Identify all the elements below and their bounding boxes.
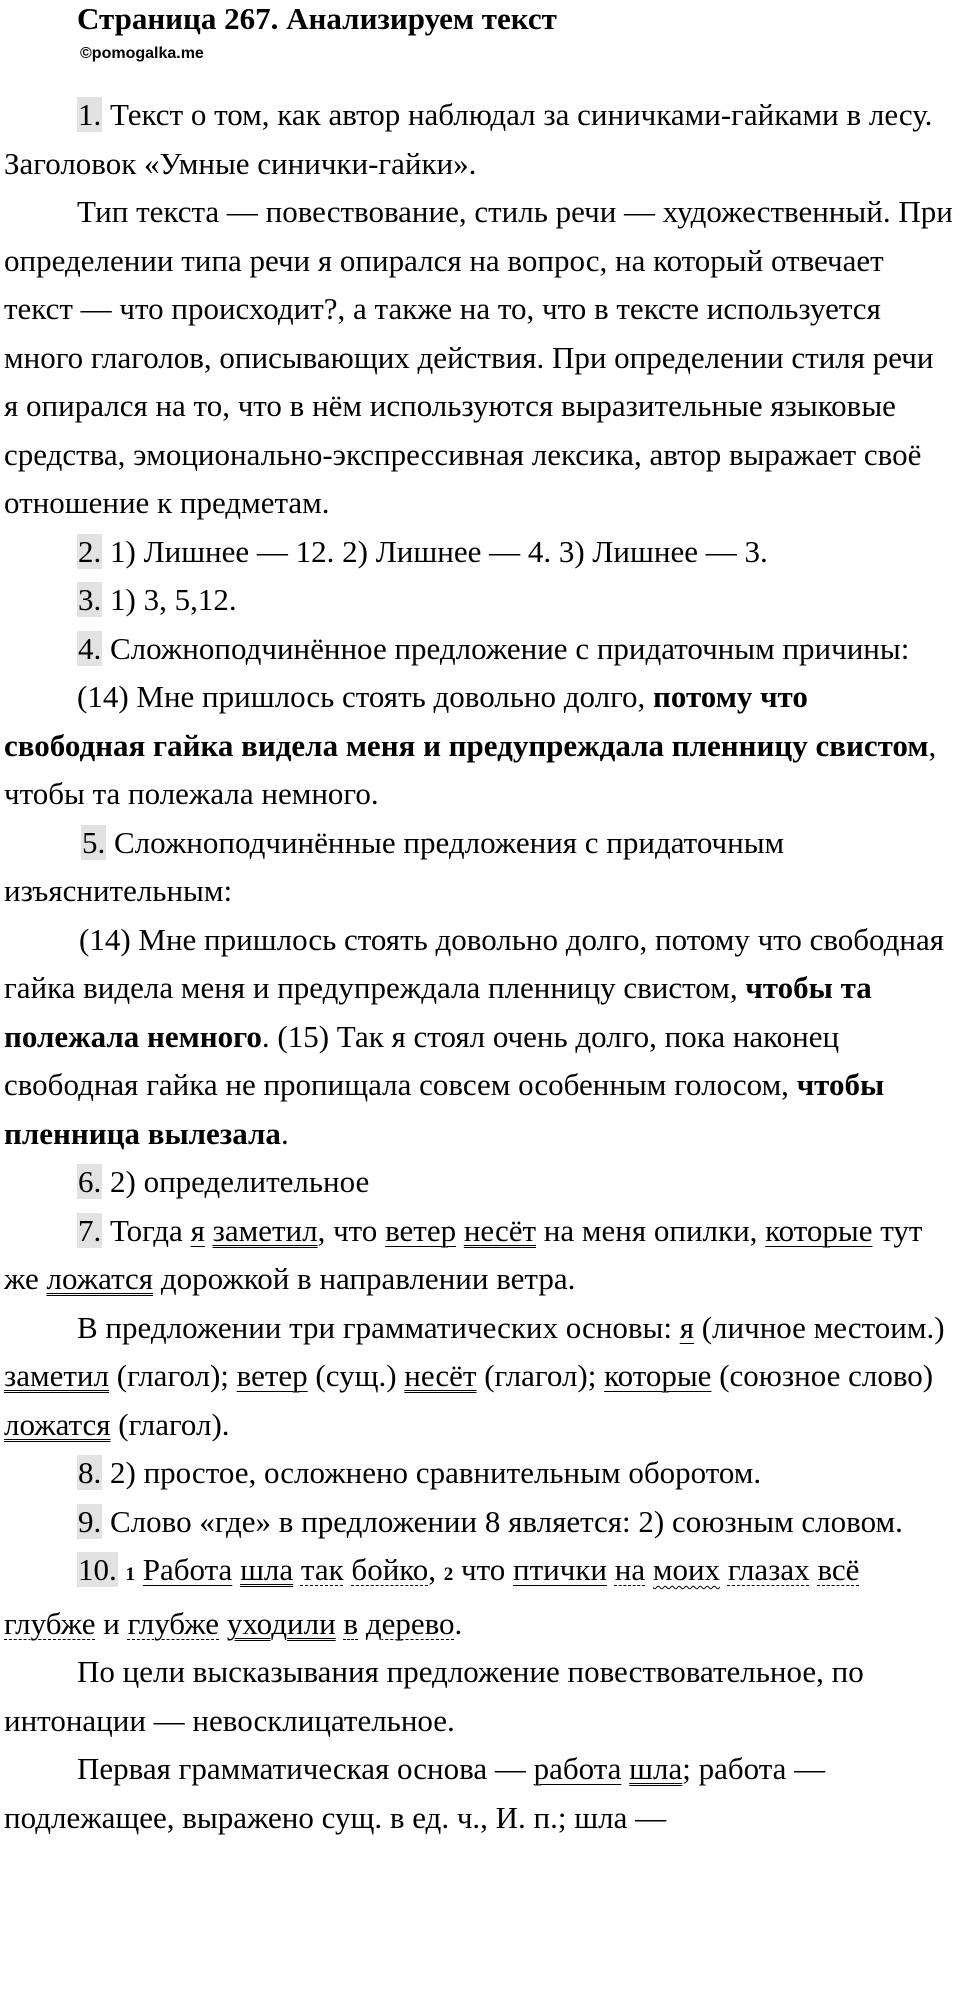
- answer-7: [4, 1207, 954, 1304]
- adverbial-word: в: [343, 1605, 359, 1641]
- answer-4: [4, 625, 954, 674]
- predicate-word: несёт: [463, 1212, 537, 1248]
- answer-number: 3.: [78, 582, 102, 617]
- answer-number: 6.: [78, 1164, 102, 1199]
- sentence-text: на меня опилки,: [543, 1212, 758, 1248]
- answer-3: [4, 576, 954, 625]
- attribute-word: моих: [652, 1552, 721, 1587]
- analysis-text: (личное местоим.): [701, 1309, 945, 1345]
- subject-word: которые: [765, 1212, 873, 1248]
- answer-number: 8.: [78, 1455, 102, 1490]
- subject-word: Работа: [142, 1552, 233, 1587]
- answer-number: 1.: [78, 97, 102, 132]
- answer-text-1: Текст о том, как автор наблюдал за синичками-гайками в лесу. Заголовок «Умные синички-гайки».: [4, 97, 933, 181]
- subject-word: птички: [513, 1552, 607, 1587]
- example-text: (14) Мне пришлось стоять довольно долго,: [77, 679, 654, 714]
- answer-text-5: Сложноподчинённые предложения с придаточным изъяснительным:: [4, 824, 785, 908]
- answer-number: 2.: [78, 533, 102, 569]
- answer-10-purpose: По цели высказывания предложение повествовательное, по интонации — невосклицательное.: [4, 1654, 864, 1738]
- page-title: Страница 267. Анализируем текст: [77, 1, 557, 36]
- sentence-text: Тогда: [110, 1212, 183, 1248]
- adverbial-word: на: [614, 1552, 646, 1587]
- conjunction: и: [103, 1605, 120, 1641]
- answer-number: 4.: [78, 630, 102, 666]
- sentence-text: дорожкой в направлении ветра.: [160, 1261, 576, 1296]
- site-credit: ©pomogalka.me: [80, 45, 204, 62]
- predicate-word: шла: [629, 1751, 683, 1786]
- subject-word: ветер: [385, 1212, 457, 1248]
- answer-text-3: 1) 3, 5,12.: [110, 582, 237, 617]
- analysis-text: (глагол).: [118, 1406, 230, 1442]
- clause-marker: 2: [443, 1564, 454, 1585]
- analysis-text: (глагол);: [484, 1358, 597, 1393]
- clause-marker: 1: [125, 1564, 135, 1585]
- predicate-word: уходили: [226, 1605, 336, 1641]
- analysis-text: В предложении три грамматических основы:: [77, 1309, 672, 1345]
- answer-6: [4, 1158, 954, 1207]
- sentence-text: тут же: [4, 1212, 923, 1296]
- answer-7-analysis: [4, 1304, 954, 1450]
- highlighted-clause: потому что свободная гайка видела меня и предупреждала пленницу свистом: [4, 679, 929, 763]
- answer-1: [4, 91, 954, 188]
- answer-number: 10.: [78, 1552, 117, 1587]
- answer-text-8: 2) простое, осложнено сравнительным оборотом.: [110, 1455, 762, 1490]
- adverbial-word: глубже: [127, 1605, 220, 1641]
- answer-10: [4, 1546, 954, 1648]
- answer-8: [4, 1449, 954, 1498]
- answer-number: 7.: [78, 1212, 102, 1248]
- analysis-text: (сущ.): [315, 1358, 397, 1393]
- predicate-word: шла: [240, 1552, 294, 1587]
- adverbial-word: дерево: [365, 1605, 455, 1641]
- example-text: , чтобы та полежала немного.: [4, 727, 937, 811]
- predicate-word: заметил: [4, 1358, 109, 1393]
- highlighted-clause: чтобы та полежала немного: [4, 970, 872, 1054]
- analysis-text: (глагол);: [116, 1358, 229, 1393]
- adverbial-word: всё: [817, 1552, 860, 1587]
- answer-2: [4, 528, 954, 577]
- subject-word: я: [679, 1309, 694, 1345]
- adverbial-word: так: [300, 1552, 344, 1587]
- example-text: .: [280, 1115, 289, 1151]
- subject-word: я: [190, 1212, 205, 1248]
- punctuation: ,: [428, 1552, 437, 1587]
- answer-4-example: [4, 673, 954, 819]
- predicate-word: ложатся: [46, 1261, 154, 1296]
- subject-word: ветер: [236, 1358, 308, 1393]
- answer-5: [4, 819, 954, 916]
- adverbial-word: бойко: [351, 1552, 429, 1587]
- answer-text-9: Слово «где» в предложении 8 является: 2) союзным словом.: [110, 1503, 903, 1539]
- analysis-text: Первая грамматическая основа —: [77, 1751, 526, 1786]
- conjunction: что: [461, 1552, 506, 1587]
- highlighted-clause: чтобы пленница вылезала: [4, 1067, 885, 1151]
- answer-text-4: Сложноподчинённое предложение с придаточным причины:: [110, 630, 910, 666]
- adverbial-word: глазах: [727, 1552, 810, 1587]
- answer-text-2: 1) Лишнее — 12. 2) Лишнее — 4. 3) Лишнее — 3.: [110, 533, 768, 569]
- subject-word: которые: [604, 1358, 712, 1393]
- example-text: . (15) Так я стоял очень долго, пока наконец свободная гайка не пропищала совсем особенным голосом,: [4, 1018, 840, 1102]
- answer-10-basis: [4, 1745, 954, 1842]
- predicate-word: заметил: [212, 1212, 318, 1248]
- answer-1-analysis: Тип текста — повествование, стиль речи — художественный. При определении типа речи я опирался на вопрос, на который отвечает текст — что происходит?, а также на то, что в тексте используется много глаголов, описывающих действия. При определении стиля речи я опирался на то, что в нём используются выразительные языковые средства, эмоционально-экспрессивная лексика, автор выражает своё отношение к предметам.: [4, 194, 953, 520]
- answer-9: [4, 1498, 954, 1547]
- subject-word: работа: [533, 1751, 622, 1786]
- predicate-word: ложатся: [4, 1406, 111, 1442]
- analysis-text: (союзное слово): [719, 1358, 934, 1393]
- answer-5-example: [4, 916, 954, 1159]
- predicate-word: несёт: [404, 1358, 477, 1393]
- answer-text-6: 2) определительное: [110, 1164, 370, 1199]
- answer-number: 5.: [82, 824, 106, 860]
- answer-text: [4, 91, 954, 1842]
- answer-number: 9.: [78, 1503, 102, 1539]
- analysis-text: ; работа — подлежащее, выражено сущ. в ед. ч., И. п.; шла —: [4, 1751, 826, 1835]
- punctuation: .: [454, 1605, 463, 1641]
- adverbial-word: глубже: [4, 1605, 96, 1641]
- sentence-text: , что: [317, 1212, 378, 1248]
- example-text: (14) Мне пришлось стоять довольно долго, потому что свободная гайка видела меня и предупреждала пленницу свистом,: [4, 921, 945, 1005]
